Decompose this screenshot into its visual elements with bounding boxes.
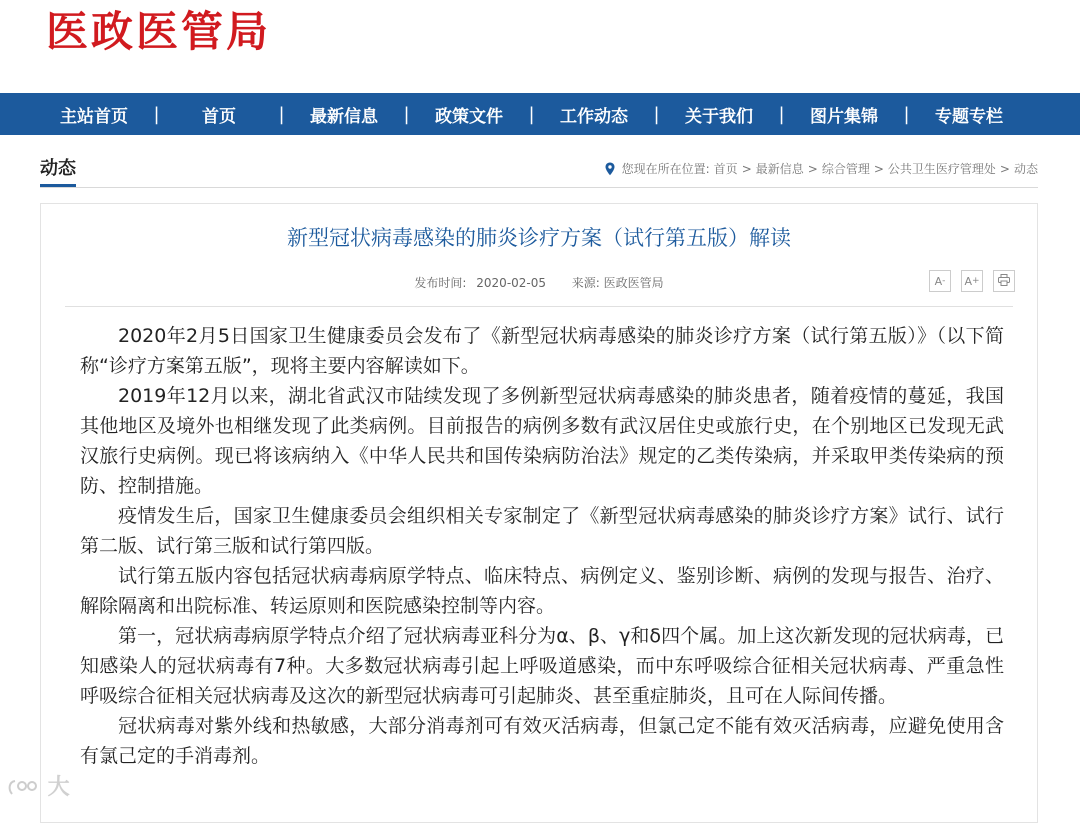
nav-label: 专题专栏 xyxy=(935,106,1003,127)
nav-item-gallery[interactable] xyxy=(792,102,896,127)
article-meta xyxy=(41,274,1037,291)
font-increase-label: A xyxy=(964,274,972,288)
breadcrumb-separator: > xyxy=(873,161,884,176)
nav-label: 首页 xyxy=(202,106,236,127)
font-decrease-label: A xyxy=(934,274,943,288)
nav-separator: | xyxy=(278,103,285,125)
nav-item-topics[interactable] xyxy=(917,102,1021,127)
article-divider xyxy=(65,306,1013,307)
breadcrumb-separator: > xyxy=(741,161,752,176)
article-paragraph: 试行第五版内容包括冠状病毒病原学特点、临床特点、病例定义、鉴别诊断、病例的发现与报告、治疗、解除隔离和出院标准、转运原则和医院感染控制等内容。 xyxy=(80,565,1004,617)
breadcrumb-item-general[interactable]: 综合管理 xyxy=(821,162,870,176)
location-pin-icon xyxy=(602,161,618,177)
watermark xyxy=(6,770,70,801)
watermark-logo-icon xyxy=(6,777,40,799)
site-header xyxy=(0,0,1080,93)
publish-date-label: 发布时间: xyxy=(414,276,467,290)
nav-label: 关于我们 xyxy=(685,106,753,127)
printer-icon xyxy=(997,273,1011,290)
nav-item-latest[interactable] xyxy=(292,102,396,127)
nav-label: 图片集锦 xyxy=(810,106,878,127)
article-paragraph: 冠状病毒对紫外线和热敏感，大部分消毒剂可有效灭活病毒，但氯己定不能有效灭活病毒，应避免使用含有氯己定的手消毒剂。 xyxy=(80,715,1004,767)
section-bar xyxy=(40,151,1038,188)
article-body xyxy=(80,321,1004,771)
publish-date: 2020-02-05 xyxy=(476,276,547,290)
breadcrumb-prefix: 您现在所在位置: xyxy=(621,162,710,176)
breadcrumb-item-current[interactable]: 动态 xyxy=(1013,162,1038,176)
nav-label: 工作动态 xyxy=(560,106,628,127)
nav-separator: | xyxy=(528,103,535,125)
print-button[interactable] xyxy=(993,270,1015,292)
source-label: 来源: xyxy=(571,276,600,290)
article-title: 新型冠状病毒感染的肺炎诊疗方案（试行第五版）解读 xyxy=(287,226,791,250)
article-paragraph: 疫情发生后，国家卫生健康委员会组织相关专家制定了《新型冠状病毒感染的肺炎诊疗方案》试行、试行第二版、试行第三版和试行第四版。 xyxy=(80,505,1004,557)
breadcrumb-item-latest[interactable]: 最新信息 xyxy=(755,162,804,176)
font-decrease-button[interactable]: A - xyxy=(929,270,951,292)
nav-separator: | xyxy=(403,103,410,125)
section-title: 动态 xyxy=(40,158,76,187)
nav-label: 主站首页 xyxy=(60,106,128,127)
breadcrumb-separator: > xyxy=(807,161,818,176)
watermark-text: 大 xyxy=(47,775,70,800)
nav-item-about[interactable] xyxy=(667,102,771,127)
nav-separator: | xyxy=(903,103,910,125)
article-box xyxy=(40,203,1038,823)
nav-separator: | xyxy=(778,103,785,125)
nav-item-work-news[interactable] xyxy=(542,102,646,127)
font-increase-button[interactable]: A + xyxy=(961,270,983,292)
article-tools xyxy=(929,270,1015,292)
main-nav xyxy=(0,93,1080,135)
nav-item-policy[interactable] xyxy=(417,102,521,127)
source-value: 医政医管局 xyxy=(603,276,664,290)
breadcrumb-separator: > xyxy=(999,161,1010,176)
site-logo[interactable]: 医政医管局 xyxy=(46,7,272,56)
nav-separator: | xyxy=(153,103,160,125)
nav-label: 政策文件 xyxy=(435,106,503,127)
breadcrumb-item-home[interactable]: 首页 xyxy=(713,162,738,176)
article-paragraph: 2020年2月5日国家卫生健康委员会发布了《新型冠状病毒感染的肺炎诊疗方案（试行第五版）》（以下简称“诊疗方案第五版”，现将主要内容解读如下。 xyxy=(80,325,1004,377)
breadcrumb xyxy=(602,160,1038,177)
article-paragraph: 第一，冠状病毒病原学特点介绍了冠状病毒亚科分为α、β、γ和δ四个属。加上这次新发现的冠状病毒，已知感染人的冠状病毒有7种。大多数冠状病毒引起上呼吸道感染，而中东呼吸综合征相关冠状病毒、严重急性呼吸综合征相关冠状病毒及这次的新型冠状病毒可引起肺炎、甚至重症肺炎，且可在人际间传播。 xyxy=(80,625,1004,707)
nav-item-main-site[interactable] xyxy=(42,102,146,127)
nav-label: 最新信息 xyxy=(310,106,378,127)
article-paragraph: 2019年12月以来，湖北省武汉市陆续发现了多例新型冠状病毒感染的肺炎患者，随着疫情的蔓延，我国其他地区及境外也相继发现了此类病例。目前报告的病例多数有武汉居住史或旅行史，在个别地区已发现无武汉旅行史病例。现已将该病纳入《中华人民共和国传染病防治法》规定的乙类传染病，并采取甲类传染病的预防、控制措施。 xyxy=(80,385,1004,497)
nav-separator: | xyxy=(653,103,660,125)
breadcrumb-item-public-health[interactable]: 公共卫生医疗管理处 xyxy=(887,162,996,176)
nav-item-home[interactable] xyxy=(167,102,271,127)
